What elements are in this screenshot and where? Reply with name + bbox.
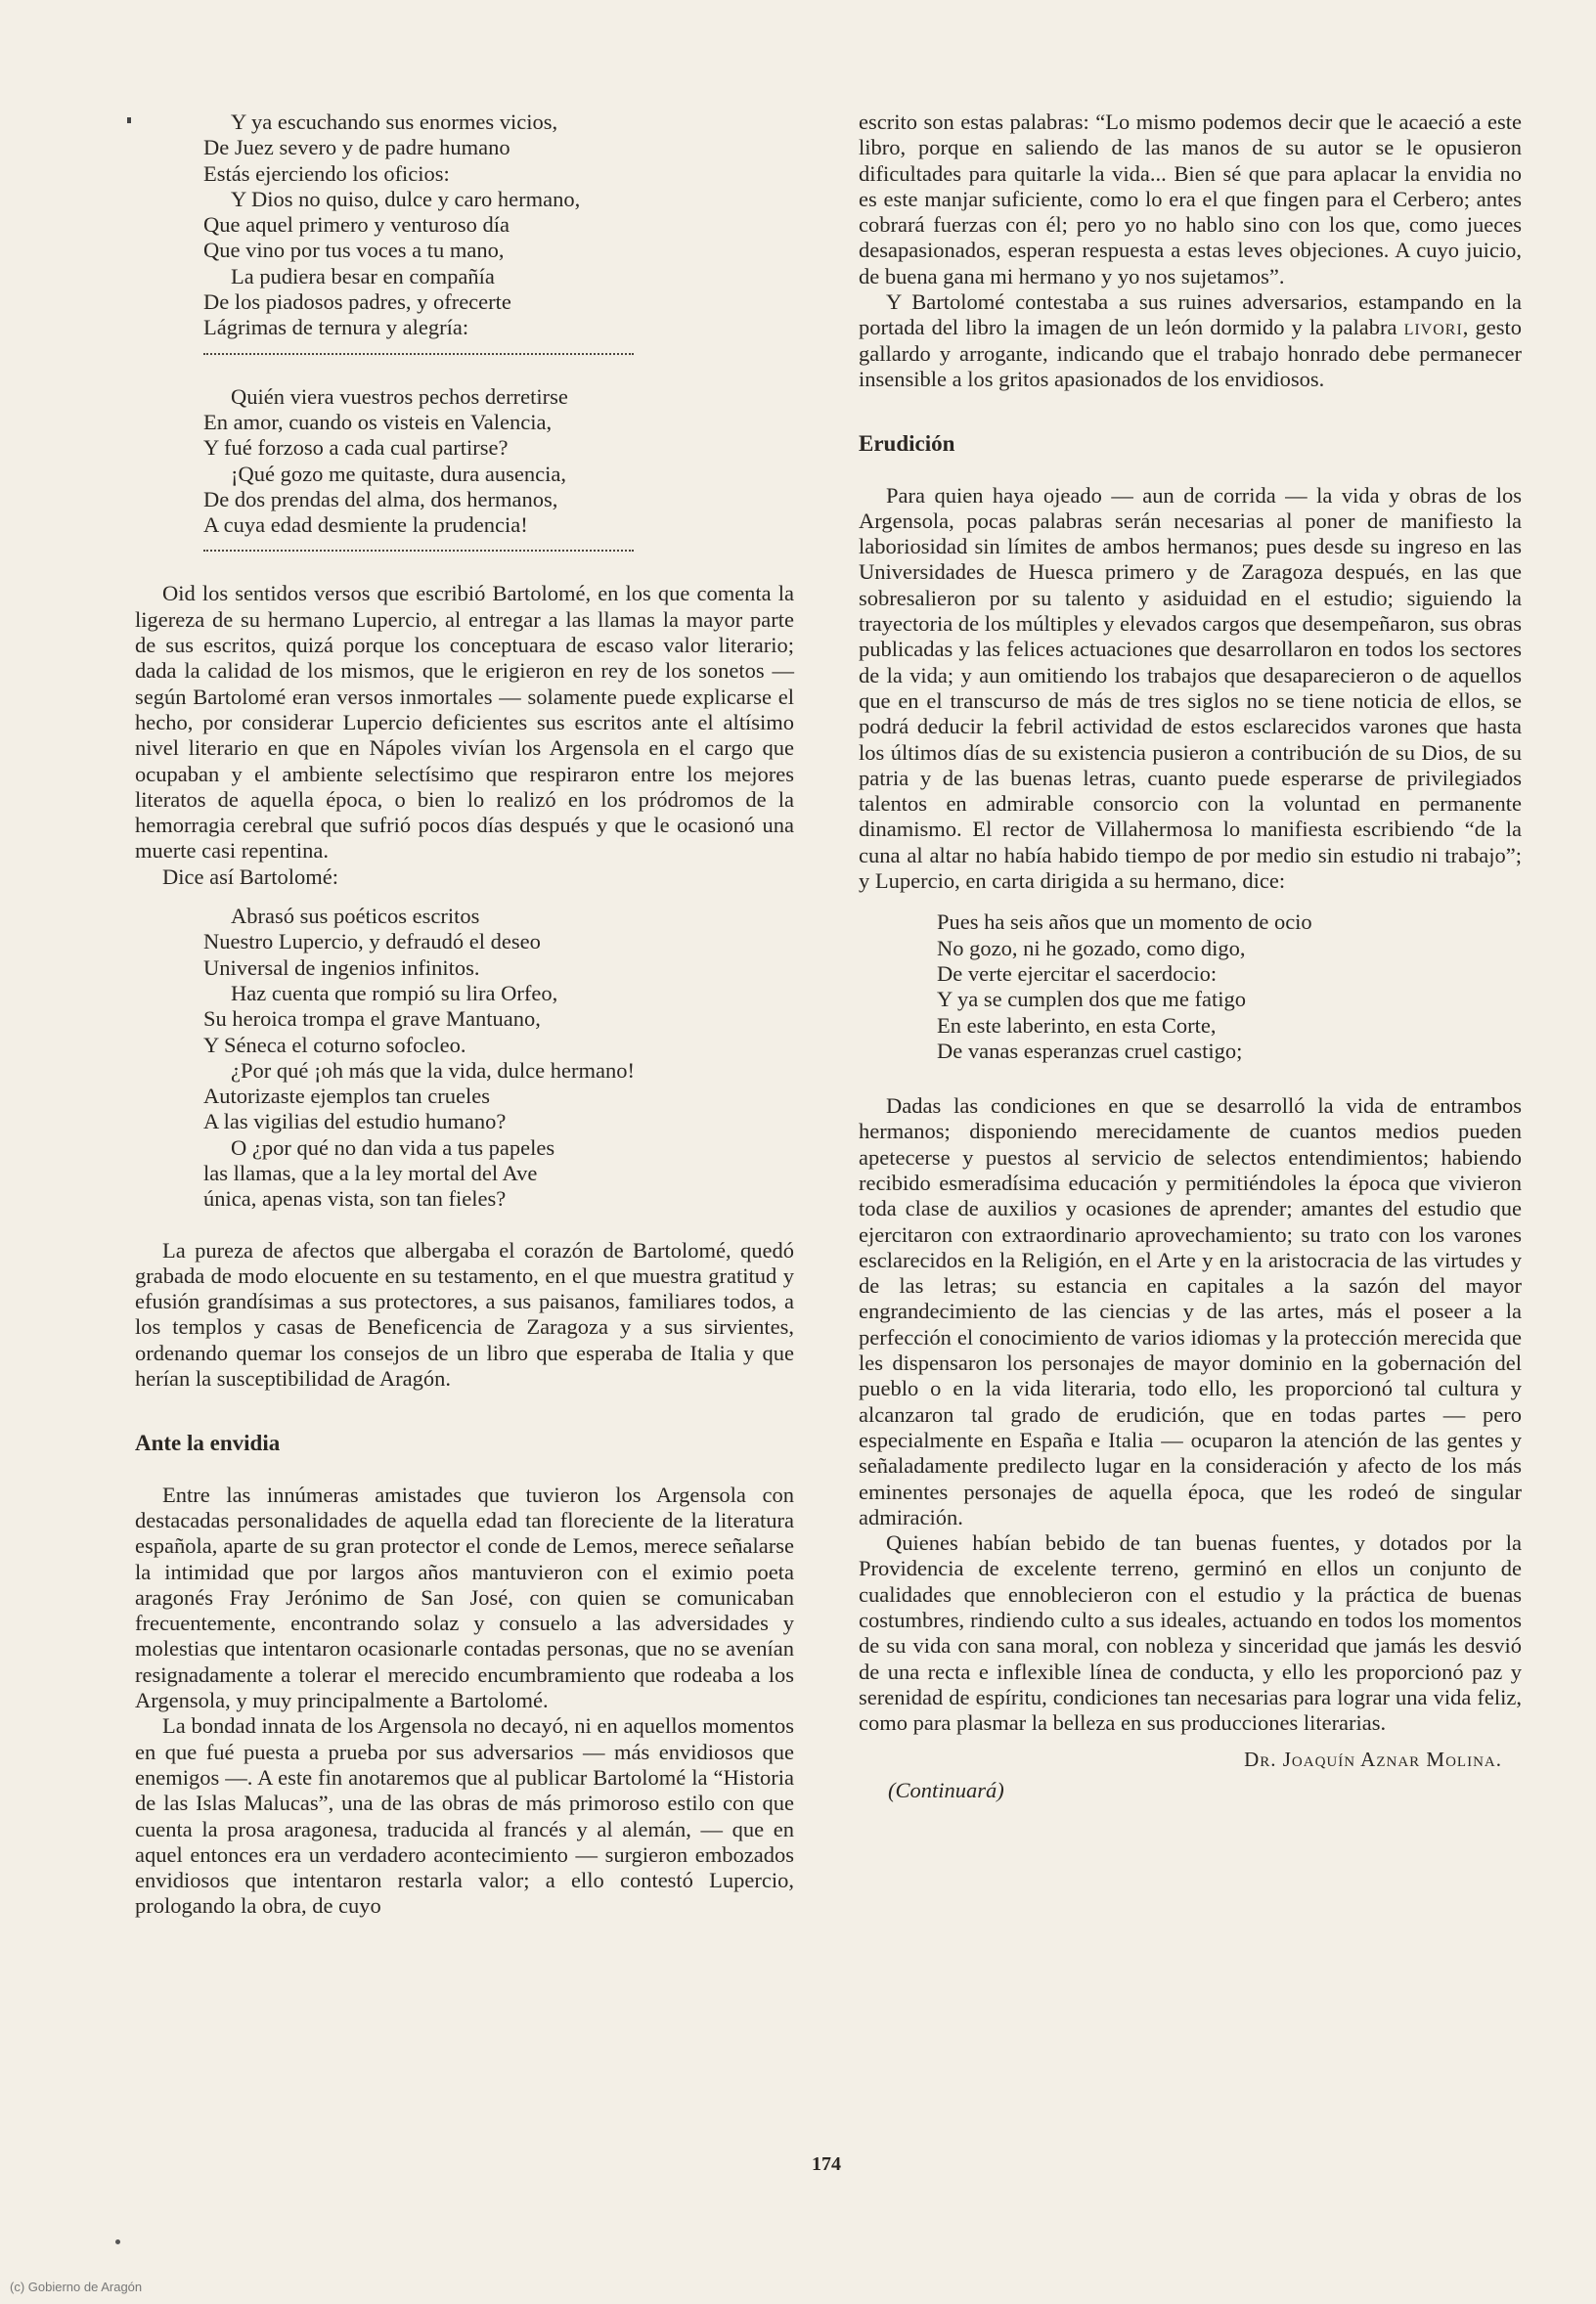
text-run: livori <box>1403 315 1463 340</box>
verse-line: De verte ejercitar el sacerdocio: <box>937 960 1218 986</box>
paragraph: Quienes habían bebido de tan buenas fuentes, y dotados por la Providencia de excelente terreno, germinó en ellos un conjunto de cualidades que ennoblecieron con el estudio y la práctica de buenas costumbres, rindiendo culto a sus ideales, actuando en todos los momentos de su vida con sana moral, con nobleza y sinceridad que jamás les desvió de una recta e inflexible línea de conducta, y ello les proporcionó paz y serenidad de espíritu, condiciones tan necesarias para lograr una vida feliz, como para plasmar la belleza en sus producciones literarias. <box>859 1530 1522 1736</box>
left-column <box>135 110 794 1920</box>
margin-mark <box>115 2239 120 2244</box>
verse-line: Que aquel primero y venturoso día <box>203 212 510 238</box>
verse-line: Su heroica trompa el grave Mantuano, <box>203 1006 541 1032</box>
paragraph: La pureza de afectos que albergaba el corazón de Bartolomé, quedó grabada de modo elocuente en su testamento, en el que muestra gratitud y efusión grandísimas a sus protectores, a sus paisanos, familiares todos, a los templos y casas de Beneficencia de Zaragoza y a sus sirvientes, ordenando quemar los consejos de un libro que esperaba de Italia y que herían la susceptibilidad de Aragón. <box>135 1237 794 1392</box>
section-heading: Erudición <box>859 431 955 457</box>
paragraph: Dadas las condiciones en que se desarrolló la vida de entrambos hermanos; disponiendo merecidamente de cuantos medios pueden apetecerse y puestos al servicio de selectos entendimientos; habiendo recibido esmeradísima educación y permitiéndoles la época que vivieron toda clase de auxilios y ocasiones de aprender; amantes del estudio que ejercitaron con extraordinario aprovechamiento; su trato con los varones esclarecidos en la Religión, en el Arte y en la aristocracia de las virtudes y de las letras; su estancia en capitales a la sazón del mayor engrandecimiento de las ciencias y de las artes, más el poseer a la perfección el conocimiento de varios idiomas y la protección merecida que les dispensaron los personajes de mayor dominio en la gobernación del pueblo o en la vida literaria, todo ello, les proporcionó tal cultura y alcanzaron tal grado de erudición, que en todas partes — pero especialmente en España e Italia — ocuparon la atención de las gentes y señaladamente predilecto lugar en la consideración y afecto de los más eminentes personajes de aquella época, que les rodeó de singular admiración. <box>859 1093 1522 1529</box>
margin-mark <box>127 117 131 123</box>
copyright-credit: (c) Gobierno de Aragón <box>10 2280 143 2294</box>
verse-line: La pudiera besar en compañía <box>231 263 495 288</box>
verse-line: De vanas esperanzas cruel castigo; <box>937 1038 1243 1063</box>
verse-line: Pues ha seis años que un momento de ocio <box>937 909 1312 935</box>
paragraph: Para quien haya ojeado — aun de corrida — la vida y obras de los Argensola, pocas palabras serán necesarias al poner de manifiesto la laboriosidad sin límites de ambos hermanos; pues desde su ingreso en las Universidades de Huesca primero y de Zaragoza después, en las que sobresalieron por su talento y asiduidad en el estudio; siguiendo la trayectoria de los múltiples y elevados cargos que desempeñaron, sus obras publicadas y las felices actuaciones que desarrollaron en todos los sectores de la vida; y aun omitiendo los trabajos que desaparecieron o de aquellos que en el transcurso de más de tres siglos no se tiene noticia de ellos, se podrá deducir la febril actividad de estos esclarecidos varones que hasta los últimos días de su existencia pusieron a contribución de su Dios, de su patria y de las buenas letras, cuanto puede esperarse de privilegiados talentos en admirable consorcio con la voluntad en permanente dinamismo. El rector de Villahermosa lo manifiesta escribiendo “de la cuna al altar no había habido tiempo de por medio sin estudio ni trabajo”; y Lupercio, en carta dirigida a su hermano, dice: <box>859 482 1522 894</box>
verse-line: Que vino por tus voces a tu mano, <box>203 238 505 263</box>
verse-line: Estás ejerciendo los oficios: <box>203 160 450 186</box>
text-run: Y Bartolomé contestaba a sus ruines adversarios, estampando en la portada del libro la imagen de un león dormido y la palabra <box>859 289 1522 340</box>
verse-line: Haz cuenta que rompió su lira Orfeo, <box>231 980 558 1005</box>
verse-line: ¡Qué gozo me quitaste, dura ausencia, <box>231 461 566 486</box>
poem-3 <box>203 904 794 1213</box>
verse-line: A cuya edad desmiente la prudencia! <box>203 512 528 538</box>
verse-line: ¿Por qué ¡oh más que la vida, dulce hermano! <box>231 1057 635 1083</box>
poem-4 <box>937 909 1522 1064</box>
verse-line: Y Séneca el coturno sofocleo. <box>203 1032 466 1057</box>
continued-note: (Continuará) <box>888 1777 1004 1802</box>
verse-line: En este laberinto, en esta Corte, <box>937 1012 1217 1038</box>
verse-line: Y ya se cumplen dos que me fatigo <box>937 987 1246 1012</box>
ellipsis-divider <box>203 345 634 355</box>
paragraph <box>859 289 1522 392</box>
verse-line: De dos prendas del alma, dos hermanos, <box>203 486 558 511</box>
paragraph: Dice así Bartolomé: <box>162 864 338 889</box>
verse-line: Nuestro Lupercio, y defraudó el deseo <box>203 929 541 954</box>
verse-line: las llamas, que a la ley mortal del Ave <box>203 1160 538 1185</box>
text-run: , gesto gallardo y arrogante, indicando que el trabajo honrado debe permanecer insensible a los gritos apasionados de los envidiosos. <box>859 315 1523 391</box>
author-signature: Dr. Joaquín Aznar Molina. <box>1244 1747 1502 1771</box>
ellipsis-divider <box>203 542 634 552</box>
page-number: 174 <box>812 2153 841 2175</box>
verse-line: No gozo, ni he gozado, como digo, <box>937 935 1246 960</box>
verse-line: A las vigilias del estudio humano? <box>203 1109 507 1134</box>
paragraph: escrito son estas palabras: “Lo mismo podemos decir que le acaeció a este libro, porque en saliendo de las manos de su autor se le opusieron dificultades para quitarle la vida... Bien sé que para aplacar la envidia no es este manjar suficiente, como lo era el que fingen para el Cerbero; antes cobrará fuerzas con él; pero yo no hablo sino con los que, como jueces desapasionados, esperan respuesta a estas leves objeciones. A cuyo juicio, de buena gana mi hermano y yo nos sujetamos”. <box>859 110 1522 288</box>
verse-line: Y Dios no quiso, dulce y caro hermano, <box>231 186 581 211</box>
paragraph: La bondad innata de los Argensola no decayó, ni en aquellos momentos en que fué puesta a prueba por sus adversarios — más envidiosos que enemigos —. A este fin anotaremos que al publicar Bartolomé la “Historia de las Islas Malucas”, una de las obras de más primoroso estilo con que cuenta la prosa aragonesa, traducida al francés y al alemán, — que en aquel entonces era un verdadero acontecimiento — surgieron embozados envidiosos que intentaron restarla valor; a ello contestó Lupercio, prologando la obra, de cuyo <box>135 1713 794 1919</box>
verse-line: En amor, cuando os visteis en Valencia, <box>203 409 553 434</box>
verse-line: De Juez severo y de padre humano <box>203 135 510 160</box>
poem-1 <box>203 110 794 552</box>
paragraph: Entre las innúmeras amistades que tuvieron los Argensola con destacadas personalidades de aquella edad tan floreciente de la literatura española, aparte de su gran protector el conde de Lemos, merece señalarse la intimidad que por largos años mantuvieron con el eximio poeta aragonés Fray Jerónimo de San José, con quien se comunicaban frecuentemente, encontrando solaz y consuelo a las adversidades y molestias que intentaron ocasionarle contadas personas, que no se avenían resignadamente a tolerar el merecido encumbramiento que rodeaba a los Argensola, y muy principalmente a Bartolomé. <box>135 1482 794 1713</box>
verse-line: O ¿por qué no dan vida a tus papeles <box>231 1134 555 1160</box>
verse-line: Lágrimas de ternura y alegría: <box>203 315 469 340</box>
verse-line: Y fué forzoso a cada cual partirse? <box>203 435 509 461</box>
verse-line: Universal de ingenios infinitos. <box>203 954 480 980</box>
verse-line: Abrasó sus poéticos escritos <box>231 904 480 929</box>
verse-line: única, apenas vista, son tan fieles? <box>203 1186 507 1212</box>
right-column <box>859 110 1522 1803</box>
section-heading: Ante la envidia <box>135 1431 281 1456</box>
verse-line: De los piadosos padres, y ofrecerte <box>203 289 511 315</box>
verse-line: Quién viera vuestros pechos derretirse <box>231 383 568 409</box>
paragraph: Oid los sentidos versos que escribió Bartolomé, en los que comenta la ligereza de su hermano Lupercio, al entregar a las llamas la mayor parte de sus escritos, quizá porque los conceptuara de escaso valor literario; dada la calidad de los mismos, que le erigieron en rey de los sonetos — según Bartolomé eran versos inmortales — solamente puede explicarse el hecho, por considerar Lupercio deficientes sus escritos ante el altísimo nivel literario en que en Nápoles vivían los Argensola en el cargo que ocupaban y el ambiente selectísimo que respiraron entre los mejores literatos de aquella época, o bien lo realizó en los pródromos de la hemorragia cerebral que sufrió pocos días después y que le ocasionó una muerte casi repentina. <box>135 581 794 864</box>
verse-line: Autorizaste ejemplos tan crueles <box>203 1084 491 1109</box>
verse-line: Y ya escuchando sus enormes vicios, <box>231 110 558 134</box>
